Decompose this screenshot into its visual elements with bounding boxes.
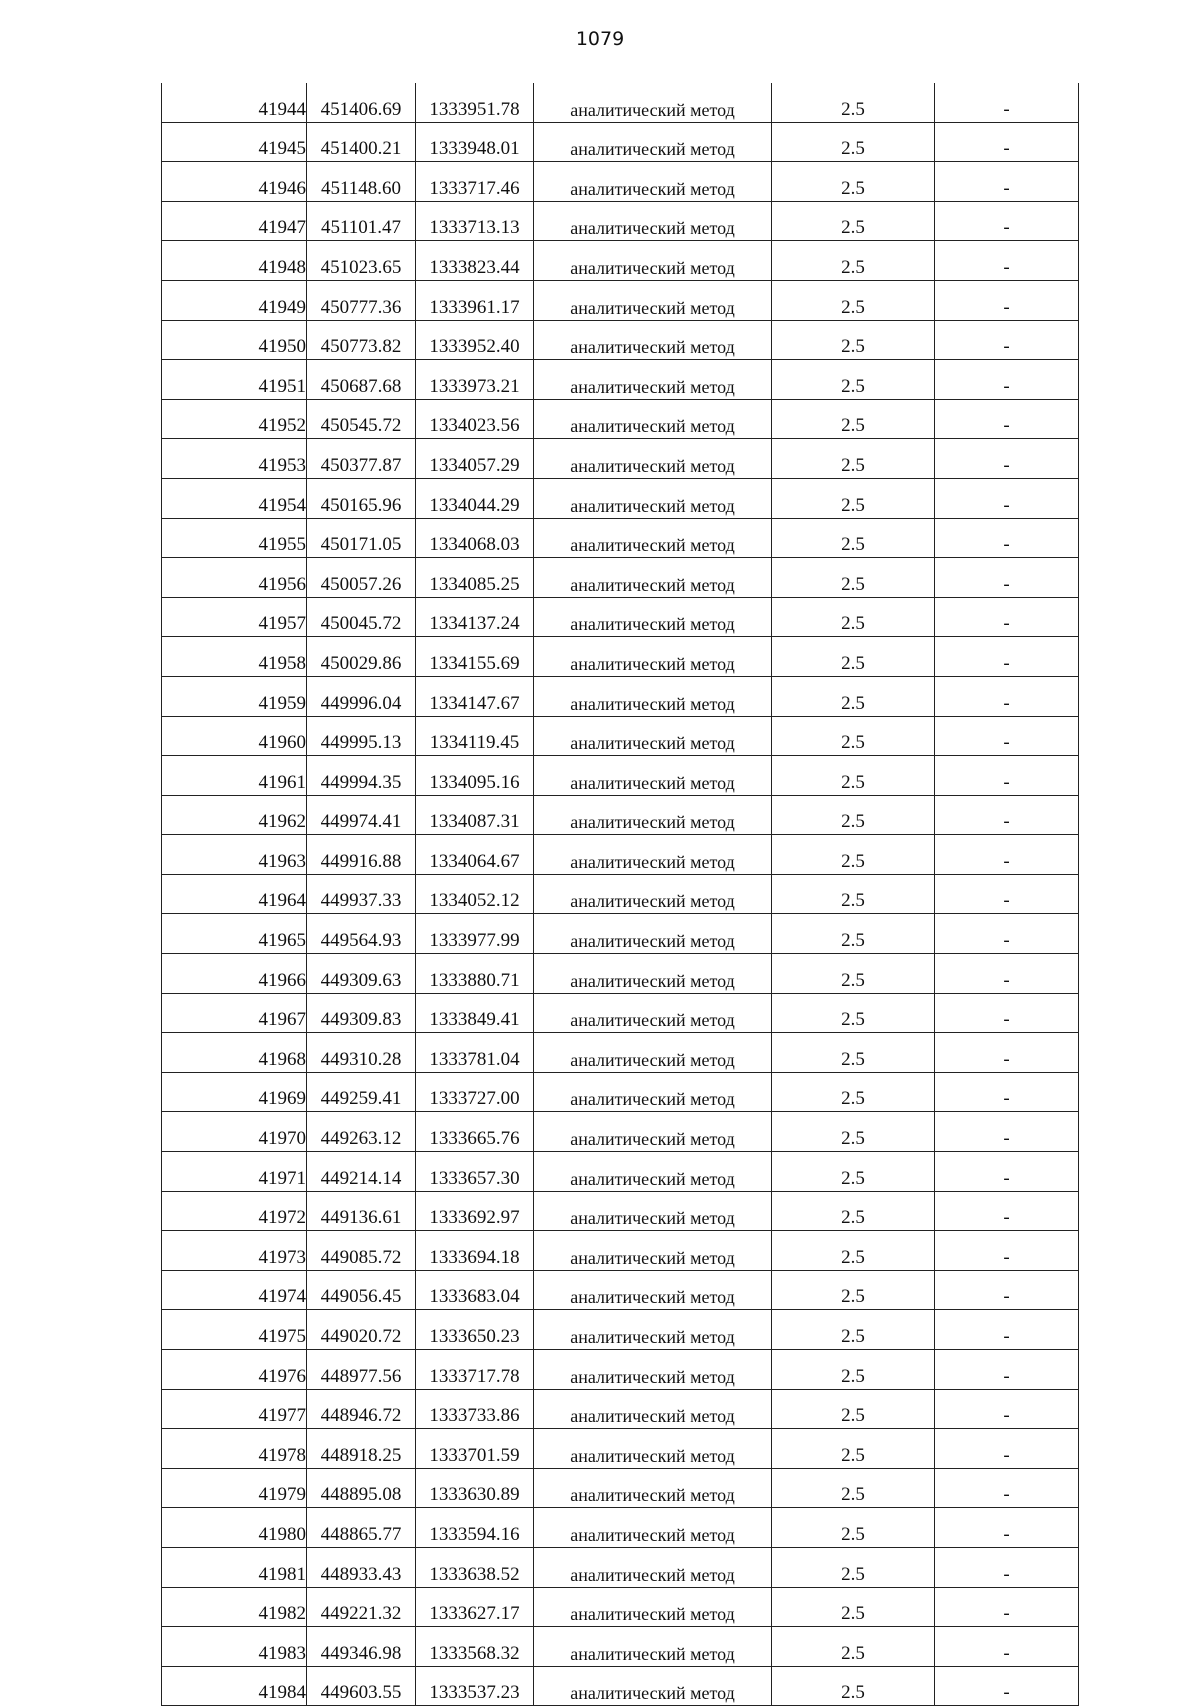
table-row <box>162 954 1079 994</box>
x-coordinate-cell: 449994.35 <box>307 756 416 796</box>
table-row <box>162 835 1079 875</box>
accuracy-cell: 2.5 <box>772 716 935 756</box>
note-cell: - <box>935 835 1079 875</box>
method-cell: аналитический метод <box>534 241 772 281</box>
x-coordinate-cell: 449259.41 <box>307 1072 416 1112</box>
table-row <box>162 320 1079 360</box>
method-cell: аналитический метод <box>534 478 772 518</box>
y-coordinate-cell: 1333701.59 <box>416 1429 534 1469</box>
y-coordinate-cell: 1333973.21 <box>416 360 534 400</box>
table-row <box>162 518 1079 558</box>
point-number-cell: 41944 <box>162 83 307 122</box>
accuracy-cell: 2.5 <box>772 1072 935 1112</box>
method-cell: аналитический метод <box>534 399 772 439</box>
y-coordinate-cell: 1333627.17 <box>416 1587 534 1627</box>
method-cell: аналитический метод <box>534 597 772 637</box>
table-row <box>162 360 1079 400</box>
method-cell: аналитический метод <box>534 1310 772 1350</box>
accuracy-cell: 2.5 <box>772 597 935 637</box>
x-coordinate-cell: 450165.96 <box>307 478 416 518</box>
note-cell: - <box>935 1270 1079 1310</box>
method-cell: аналитический метод <box>534 201 772 241</box>
method-cell: аналитический метод <box>534 835 772 875</box>
point-number-cell: 41979 <box>162 1468 307 1508</box>
accuracy-cell: 2.5 <box>772 280 935 320</box>
table-row <box>162 756 1079 796</box>
accuracy-cell: 2.5 <box>772 795 935 835</box>
point-number-cell: 41957 <box>162 597 307 637</box>
x-coordinate-cell: 450773.82 <box>307 320 416 360</box>
table-row <box>162 1310 1079 1350</box>
note-cell: - <box>935 320 1079 360</box>
method-cell: аналитический метод <box>534 676 772 716</box>
accuracy-cell: 2.5 <box>772 558 935 598</box>
x-coordinate-cell: 451023.65 <box>307 241 416 281</box>
method-cell: аналитический метод <box>534 914 772 954</box>
accuracy-cell: 2.5 <box>772 1429 935 1469</box>
table-row <box>162 439 1079 479</box>
table-row <box>162 914 1079 954</box>
accuracy-cell: 2.5 <box>772 399 935 439</box>
y-coordinate-cell: 1333781.04 <box>416 1033 534 1073</box>
method-cell: аналитический метод <box>534 1429 772 1469</box>
table-row <box>162 399 1079 439</box>
method-cell: аналитический метод <box>534 756 772 796</box>
point-number-cell: 41949 <box>162 280 307 320</box>
accuracy-cell: 2.5 <box>772 1112 935 1152</box>
y-coordinate-cell: 1333537.23 <box>416 1666 534 1706</box>
point-number-cell: 41980 <box>162 1508 307 1548</box>
note-cell: - <box>935 1508 1079 1548</box>
note-cell: - <box>935 1350 1079 1390</box>
note-cell: - <box>935 716 1079 756</box>
note-cell: - <box>935 1152 1079 1192</box>
table-row <box>162 1350 1079 1390</box>
note-cell: - <box>935 1112 1079 1152</box>
accuracy-cell: 2.5 <box>772 201 935 241</box>
x-coordinate-cell: 449310.28 <box>307 1033 416 1073</box>
note-cell: - <box>935 83 1079 122</box>
accuracy-cell: 2.5 <box>772 1310 935 1350</box>
note-cell: - <box>935 241 1079 281</box>
page-number: 1079 <box>575 28 625 50</box>
point-number-cell: 41972 <box>162 1191 307 1231</box>
y-coordinate-cell: 1333692.97 <box>416 1191 534 1231</box>
accuracy-cell: 2.5 <box>772 1350 935 1390</box>
table-row <box>162 280 1079 320</box>
point-number-cell: 41977 <box>162 1389 307 1429</box>
y-coordinate-cell: 1333683.04 <box>416 1270 534 1310</box>
y-coordinate-cell: 1333638.52 <box>416 1547 534 1587</box>
accuracy-cell: 2.5 <box>772 1191 935 1231</box>
table-row <box>162 676 1079 716</box>
table-row <box>162 716 1079 756</box>
point-number-cell: 41975 <box>162 1310 307 1350</box>
x-coordinate-cell: 448865.77 <box>307 1508 416 1548</box>
table-row <box>162 201 1079 241</box>
x-coordinate-cell: 450171.05 <box>307 518 416 558</box>
table-row <box>162 122 1079 162</box>
accuracy-cell: 2.5 <box>772 162 935 202</box>
note-cell: - <box>935 756 1079 796</box>
accuracy-cell: 2.5 <box>772 1231 935 1271</box>
note-cell: - <box>935 360 1079 400</box>
x-coordinate-cell: 449309.63 <box>307 954 416 994</box>
y-coordinate-cell: 1333880.71 <box>416 954 534 994</box>
method-cell: аналитический метод <box>534 1270 772 1310</box>
method-cell: аналитический метод <box>534 716 772 756</box>
accuracy-cell: 2.5 <box>772 122 935 162</box>
accuracy-cell: 2.5 <box>772 478 935 518</box>
y-coordinate-cell: 1333823.44 <box>416 241 534 281</box>
point-number-cell: 41962 <box>162 795 307 835</box>
note-cell: - <box>935 1310 1079 1350</box>
x-coordinate-cell: 451148.60 <box>307 162 416 202</box>
method-cell: аналитический метод <box>534 439 772 479</box>
table-row <box>162 795 1079 835</box>
y-coordinate-cell: 1333657.30 <box>416 1152 534 1192</box>
accuracy-cell: 2.5 <box>772 439 935 479</box>
accuracy-cell: 2.5 <box>772 1508 935 1548</box>
x-coordinate-cell: 449085.72 <box>307 1231 416 1271</box>
note-cell: - <box>935 1072 1079 1112</box>
coordinates-table <box>161 83 1079 1706</box>
y-coordinate-cell: 1334064.67 <box>416 835 534 875</box>
y-coordinate-cell: 1334044.29 <box>416 478 534 518</box>
x-coordinate-cell: 449263.12 <box>307 1112 416 1152</box>
y-coordinate-cell: 1334087.31 <box>416 795 534 835</box>
y-coordinate-cell: 1334155.69 <box>416 637 534 677</box>
point-number-cell: 41982 <box>162 1587 307 1627</box>
accuracy-cell: 2.5 <box>772 993 935 1033</box>
note-cell: - <box>935 558 1079 598</box>
method-cell: аналитический метод <box>534 1547 772 1587</box>
y-coordinate-cell: 1333951.78 <box>416 83 534 122</box>
point-number-cell: 41978 <box>162 1429 307 1469</box>
x-coordinate-cell: 450777.36 <box>307 280 416 320</box>
method-cell: аналитический метод <box>534 1587 772 1627</box>
point-number-cell: 41983 <box>162 1627 307 1667</box>
point-number-cell: 41951 <box>162 360 307 400</box>
accuracy-cell: 2.5 <box>772 756 935 796</box>
accuracy-cell: 2.5 <box>772 1389 935 1429</box>
note-cell: - <box>935 1389 1079 1429</box>
table-row <box>162 1508 1079 1548</box>
method-cell: аналитический метод <box>534 993 772 1033</box>
point-number-cell: 41960 <box>162 716 307 756</box>
x-coordinate-cell: 450545.72 <box>307 399 416 439</box>
y-coordinate-cell: 1333717.46 <box>416 162 534 202</box>
point-number-cell: 41950 <box>162 320 307 360</box>
point-number-cell: 41948 <box>162 241 307 281</box>
x-coordinate-cell: 448895.08 <box>307 1468 416 1508</box>
accuracy-cell: 2.5 <box>772 1033 935 1073</box>
y-coordinate-cell: 1333717.78 <box>416 1350 534 1390</box>
y-coordinate-cell: 1334057.29 <box>416 439 534 479</box>
method-cell: аналитический метод <box>534 874 772 914</box>
y-coordinate-cell: 1334085.25 <box>416 558 534 598</box>
point-number-cell: 41970 <box>162 1112 307 1152</box>
table-row <box>162 558 1079 598</box>
point-number-cell: 41984 <box>162 1666 307 1706</box>
x-coordinate-cell: 449974.41 <box>307 795 416 835</box>
x-coordinate-cell: 448977.56 <box>307 1350 416 1390</box>
x-coordinate-cell: 448918.25 <box>307 1429 416 1469</box>
point-number-cell: 41947 <box>162 201 307 241</box>
accuracy-cell: 2.5 <box>772 1666 935 1706</box>
table-row <box>162 1627 1079 1667</box>
y-coordinate-cell: 1334137.24 <box>416 597 534 637</box>
note-cell: - <box>935 597 1079 637</box>
method-cell: аналитический метод <box>534 1191 772 1231</box>
method-cell: аналитический метод <box>534 1468 772 1508</box>
table-row <box>162 993 1079 1033</box>
method-cell: аналитический метод <box>534 122 772 162</box>
x-coordinate-cell: 450377.87 <box>307 439 416 479</box>
y-coordinate-cell: 1333948.01 <box>416 122 534 162</box>
method-cell: аналитический метод <box>534 1231 772 1271</box>
table-row <box>162 478 1079 518</box>
table-row <box>162 1072 1079 1112</box>
y-coordinate-cell: 1333568.32 <box>416 1627 534 1667</box>
table-row <box>162 874 1079 914</box>
coordinates-table-body <box>162 83 1079 1706</box>
y-coordinate-cell: 1333630.89 <box>416 1468 534 1508</box>
accuracy-cell: 2.5 <box>772 914 935 954</box>
y-coordinate-cell: 1334023.56 <box>416 399 534 439</box>
point-number-cell: 41967 <box>162 993 307 1033</box>
point-number-cell: 41961 <box>162 756 307 796</box>
accuracy-cell: 2.5 <box>772 954 935 994</box>
table-row <box>162 162 1079 202</box>
accuracy-cell: 2.5 <box>772 1468 935 1508</box>
table-row <box>162 83 1079 122</box>
x-coordinate-cell: 449995.13 <box>307 716 416 756</box>
note-cell: - <box>935 439 1079 479</box>
y-coordinate-cell: 1333727.00 <box>416 1072 534 1112</box>
x-coordinate-cell: 449020.72 <box>307 1310 416 1350</box>
y-coordinate-cell: 1333694.18 <box>416 1231 534 1271</box>
x-coordinate-cell: 451406.69 <box>307 83 416 122</box>
y-coordinate-cell: 1333650.23 <box>416 1310 534 1350</box>
x-coordinate-cell: 450029.86 <box>307 637 416 677</box>
point-number-cell: 41973 <box>162 1231 307 1271</box>
accuracy-cell: 2.5 <box>772 518 935 558</box>
table-row <box>162 637 1079 677</box>
x-coordinate-cell: 449937.33 <box>307 874 416 914</box>
y-coordinate-cell: 1334052.12 <box>416 874 534 914</box>
note-cell: - <box>935 1587 1079 1627</box>
y-coordinate-cell: 1333713.13 <box>416 201 534 241</box>
point-number-cell: 41956 <box>162 558 307 598</box>
accuracy-cell: 2.5 <box>772 637 935 677</box>
note-cell: - <box>935 795 1079 835</box>
table-row <box>162 1666 1079 1706</box>
note-cell: - <box>935 1429 1079 1469</box>
x-coordinate-cell: 449996.04 <box>307 676 416 716</box>
table-row <box>162 1033 1079 1073</box>
point-number-cell: 41974 <box>162 1270 307 1310</box>
method-cell: аналитический метод <box>534 360 772 400</box>
y-coordinate-cell: 1334119.45 <box>416 716 534 756</box>
note-cell: - <box>935 280 1079 320</box>
x-coordinate-cell: 449221.32 <box>307 1587 416 1627</box>
point-number-cell: 41952 <box>162 399 307 439</box>
point-number-cell: 41971 <box>162 1152 307 1192</box>
y-coordinate-cell: 1333733.86 <box>416 1389 534 1429</box>
note-cell: - <box>935 478 1079 518</box>
note-cell: - <box>935 518 1079 558</box>
point-number-cell: 41958 <box>162 637 307 677</box>
y-coordinate-cell: 1333961.17 <box>416 280 534 320</box>
x-coordinate-cell: 449916.88 <box>307 835 416 875</box>
x-coordinate-cell: 450057.26 <box>307 558 416 598</box>
method-cell: аналитический метод <box>534 1033 772 1073</box>
point-number-cell: 41981 <box>162 1547 307 1587</box>
note-cell: - <box>935 954 1079 994</box>
note-cell: - <box>935 201 1079 241</box>
note-cell: - <box>935 993 1079 1033</box>
accuracy-cell: 2.5 <box>772 241 935 281</box>
point-number-cell: 41959 <box>162 676 307 716</box>
x-coordinate-cell: 451101.47 <box>307 201 416 241</box>
accuracy-cell: 2.5 <box>772 83 935 122</box>
y-coordinate-cell: 1333977.99 <box>416 914 534 954</box>
method-cell: аналитический метод <box>534 1389 772 1429</box>
y-coordinate-cell: 1334147.67 <box>416 676 534 716</box>
method-cell: аналитический метод <box>534 795 772 835</box>
method-cell: аналитический метод <box>534 1112 772 1152</box>
x-coordinate-cell: 449603.55 <box>307 1666 416 1706</box>
method-cell: аналитический метод <box>534 1666 772 1706</box>
point-number-cell: 41965 <box>162 914 307 954</box>
point-number-cell: 41968 <box>162 1033 307 1073</box>
method-cell: аналитический метод <box>534 1508 772 1548</box>
table-row <box>162 1112 1079 1152</box>
table-row <box>162 1587 1079 1627</box>
y-coordinate-cell: 1333594.16 <box>416 1508 534 1548</box>
accuracy-cell: 2.5 <box>772 835 935 875</box>
note-cell: - <box>935 637 1079 677</box>
x-coordinate-cell: 451400.21 <box>307 122 416 162</box>
method-cell: аналитический метод <box>534 1350 772 1390</box>
accuracy-cell: 2.5 <box>772 1547 935 1587</box>
note-cell: - <box>935 1547 1079 1587</box>
table-row <box>162 1270 1079 1310</box>
table-row <box>162 1231 1079 1271</box>
method-cell: аналитический метод <box>534 280 772 320</box>
accuracy-cell: 2.5 <box>772 1587 935 1627</box>
x-coordinate-cell: 449564.93 <box>307 914 416 954</box>
x-coordinate-cell: 449309.83 <box>307 993 416 1033</box>
table-row <box>162 1547 1079 1587</box>
note-cell: - <box>935 1666 1079 1706</box>
table-row <box>162 1191 1079 1231</box>
method-cell: аналитический метод <box>534 518 772 558</box>
table-row <box>162 597 1079 637</box>
x-coordinate-cell: 449214.14 <box>307 1152 416 1192</box>
method-cell: аналитический метод <box>534 1152 772 1192</box>
y-coordinate-cell: 1334095.16 <box>416 756 534 796</box>
accuracy-cell: 2.5 <box>772 1627 935 1667</box>
table-row <box>162 1389 1079 1429</box>
note-cell: - <box>935 162 1079 202</box>
note-cell: - <box>935 914 1079 954</box>
x-coordinate-cell: 449136.61 <box>307 1191 416 1231</box>
accuracy-cell: 2.5 <box>772 1152 935 1192</box>
table-row <box>162 1152 1079 1192</box>
x-coordinate-cell: 450687.68 <box>307 360 416 400</box>
point-number-cell: 41966 <box>162 954 307 994</box>
method-cell: аналитический метод <box>534 637 772 677</box>
point-number-cell: 41945 <box>162 122 307 162</box>
point-number-cell: 41963 <box>162 835 307 875</box>
point-number-cell: 41946 <box>162 162 307 202</box>
table-row <box>162 241 1079 281</box>
y-coordinate-cell: 1333849.41 <box>416 993 534 1033</box>
method-cell: аналитический метод <box>534 558 772 598</box>
note-cell: - <box>935 676 1079 716</box>
note-cell: - <box>935 874 1079 914</box>
x-coordinate-cell: 448946.72 <box>307 1389 416 1429</box>
x-coordinate-cell: 450045.72 <box>307 597 416 637</box>
x-coordinate-cell: 448933.43 <box>307 1547 416 1587</box>
point-number-cell: 41955 <box>162 518 307 558</box>
x-coordinate-cell: 449346.98 <box>307 1627 416 1667</box>
note-cell: - <box>935 1627 1079 1667</box>
table-row <box>162 1468 1079 1508</box>
note-cell: - <box>935 399 1079 439</box>
note-cell: - <box>935 1191 1079 1231</box>
method-cell: аналитический метод <box>534 320 772 360</box>
accuracy-cell: 2.5 <box>772 360 935 400</box>
point-number-cell: 41976 <box>162 1350 307 1390</box>
note-cell: - <box>935 122 1079 162</box>
y-coordinate-cell: 1333952.40 <box>416 320 534 360</box>
note-cell: - <box>935 1033 1079 1073</box>
point-number-cell: 41969 <box>162 1072 307 1112</box>
point-number-cell: 41964 <box>162 874 307 914</box>
note-cell: - <box>935 1231 1079 1271</box>
accuracy-cell: 2.5 <box>772 320 935 360</box>
accuracy-cell: 2.5 <box>772 1270 935 1310</box>
method-cell: аналитический метод <box>534 162 772 202</box>
accuracy-cell: 2.5 <box>772 676 935 716</box>
note-cell: - <box>935 1468 1079 1508</box>
method-cell: аналитический метод <box>534 1627 772 1667</box>
point-number-cell: 41954 <box>162 478 307 518</box>
y-coordinate-cell: 1333665.76 <box>416 1112 534 1152</box>
point-number-cell: 41953 <box>162 439 307 479</box>
method-cell: аналитический метод <box>534 954 772 994</box>
x-coordinate-cell: 449056.45 <box>307 1270 416 1310</box>
method-cell: аналитический метод <box>534 1072 772 1112</box>
method-cell: аналитический метод <box>534 83 772 122</box>
y-coordinate-cell: 1334068.03 <box>416 518 534 558</box>
accuracy-cell: 2.5 <box>772 874 935 914</box>
table-row <box>162 1429 1079 1469</box>
